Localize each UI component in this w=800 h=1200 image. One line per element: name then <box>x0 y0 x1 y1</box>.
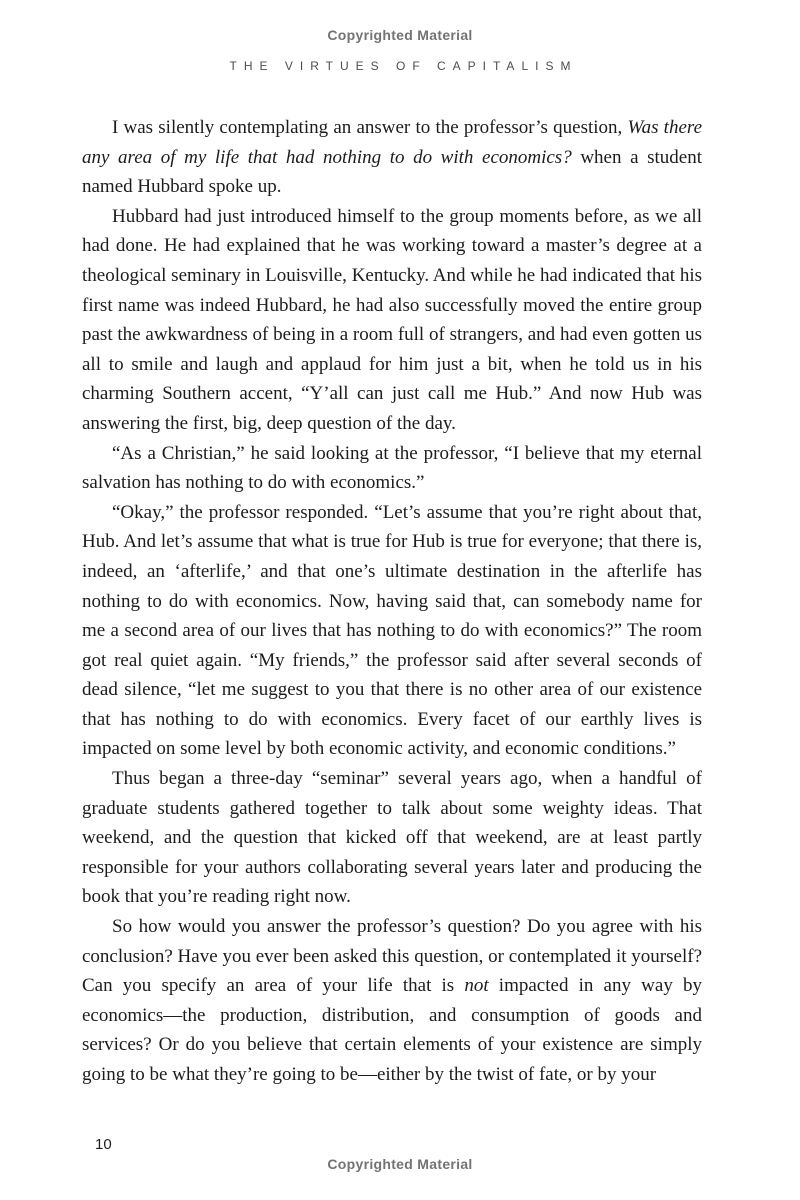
text-run: Hubbard had just introduced himself to the group moments before, as we all had done. He had explained that he was working toward a master’s degree at a theological seminary in Louisville, Kentucky. And while he had indicated that his first name was indeed Hubbard, he had also successfully moved the entire group past the awkwardness of being in a room full of strangers, and had even gotten us all to smile and laugh and applaud for him just a bit, when he told us in his charming Southern accent, “Y’all can just call me Hub.” And now Hub was answering the first, big, deep question of the day. <box>82 205 702 434</box>
paragraph <box>82 498 702 764</box>
text-run: I was silently contemplating an answer to the professor’s question, <box>112 117 628 138</box>
paragraph <box>82 912 702 1090</box>
italic-text-run: Was there any area of my life that had nothing to do with economics? <box>82 117 702 168</box>
bottom-copyright-notice: Copyrighted Material <box>327 1156 473 1172</box>
paragraph <box>82 113 702 202</box>
page-body <box>82 113 702 1090</box>
italic-text-run: not <box>464 975 489 997</box>
text-run: when a student named Hubbard spoke up. <box>82 146 702 198</box>
paragraph <box>82 202 702 439</box>
paragraph <box>82 764 702 912</box>
text-run: impacted in any way by economics—the production, distribution, and consumption of goods and services? Or do you believe that certain elements of your existence are simply going to be what they’re going to be—either by the twist of fate, or by your <box>82 975 702 1085</box>
text-run: Thus began a three-day “seminar” several years ago, when a handful of graduate students gathered together to talk about some weighty ideas. That weekend, and the question that kicked off that weekend, are at least partly responsible for your authors collaborating several years later and producing the book that you’re reading right now. <box>82 768 702 908</box>
running-header-book-title: THE VIRTUES OF CAPITALISM <box>229 59 578 73</box>
page-number: 10 <box>95 1136 112 1153</box>
paragraph <box>82 439 702 498</box>
text-run: “Okay,” the professor responded. “Let’s assume that you’re right about that, Hub. And let’s assume that what is true for Hub is true for everyone; that there is, indeed, an ‘afterlife,’ and that one’s ultimate destination in the afterlife has nothing to do with economics. Now, having said that, can somebody name for me a second area of our lives that has nothing to do with economics?” The room got real quiet again. “My friends,” the professor said after several seconds of dead silence, “let me suggest to you that there is no other area of our existence that has nothing to do with economics. Every facet of our earthly lives is impacted on some level by both economic activity, and economic conditions.” <box>82 501 702 760</box>
text-run: So how would you answer the professor’s question? Do you agree with his conclusion? Have you ever been asked this question, or contemplated it yourself? Can you specify an area of your life that is <box>82 916 702 997</box>
text-run: “As a Christian,” he said looking at the professor, “I believe that my eternal salvation has nothing to do with economics.” <box>82 442 702 494</box>
top-copyright-notice: Copyrighted Material <box>327 27 473 43</box>
